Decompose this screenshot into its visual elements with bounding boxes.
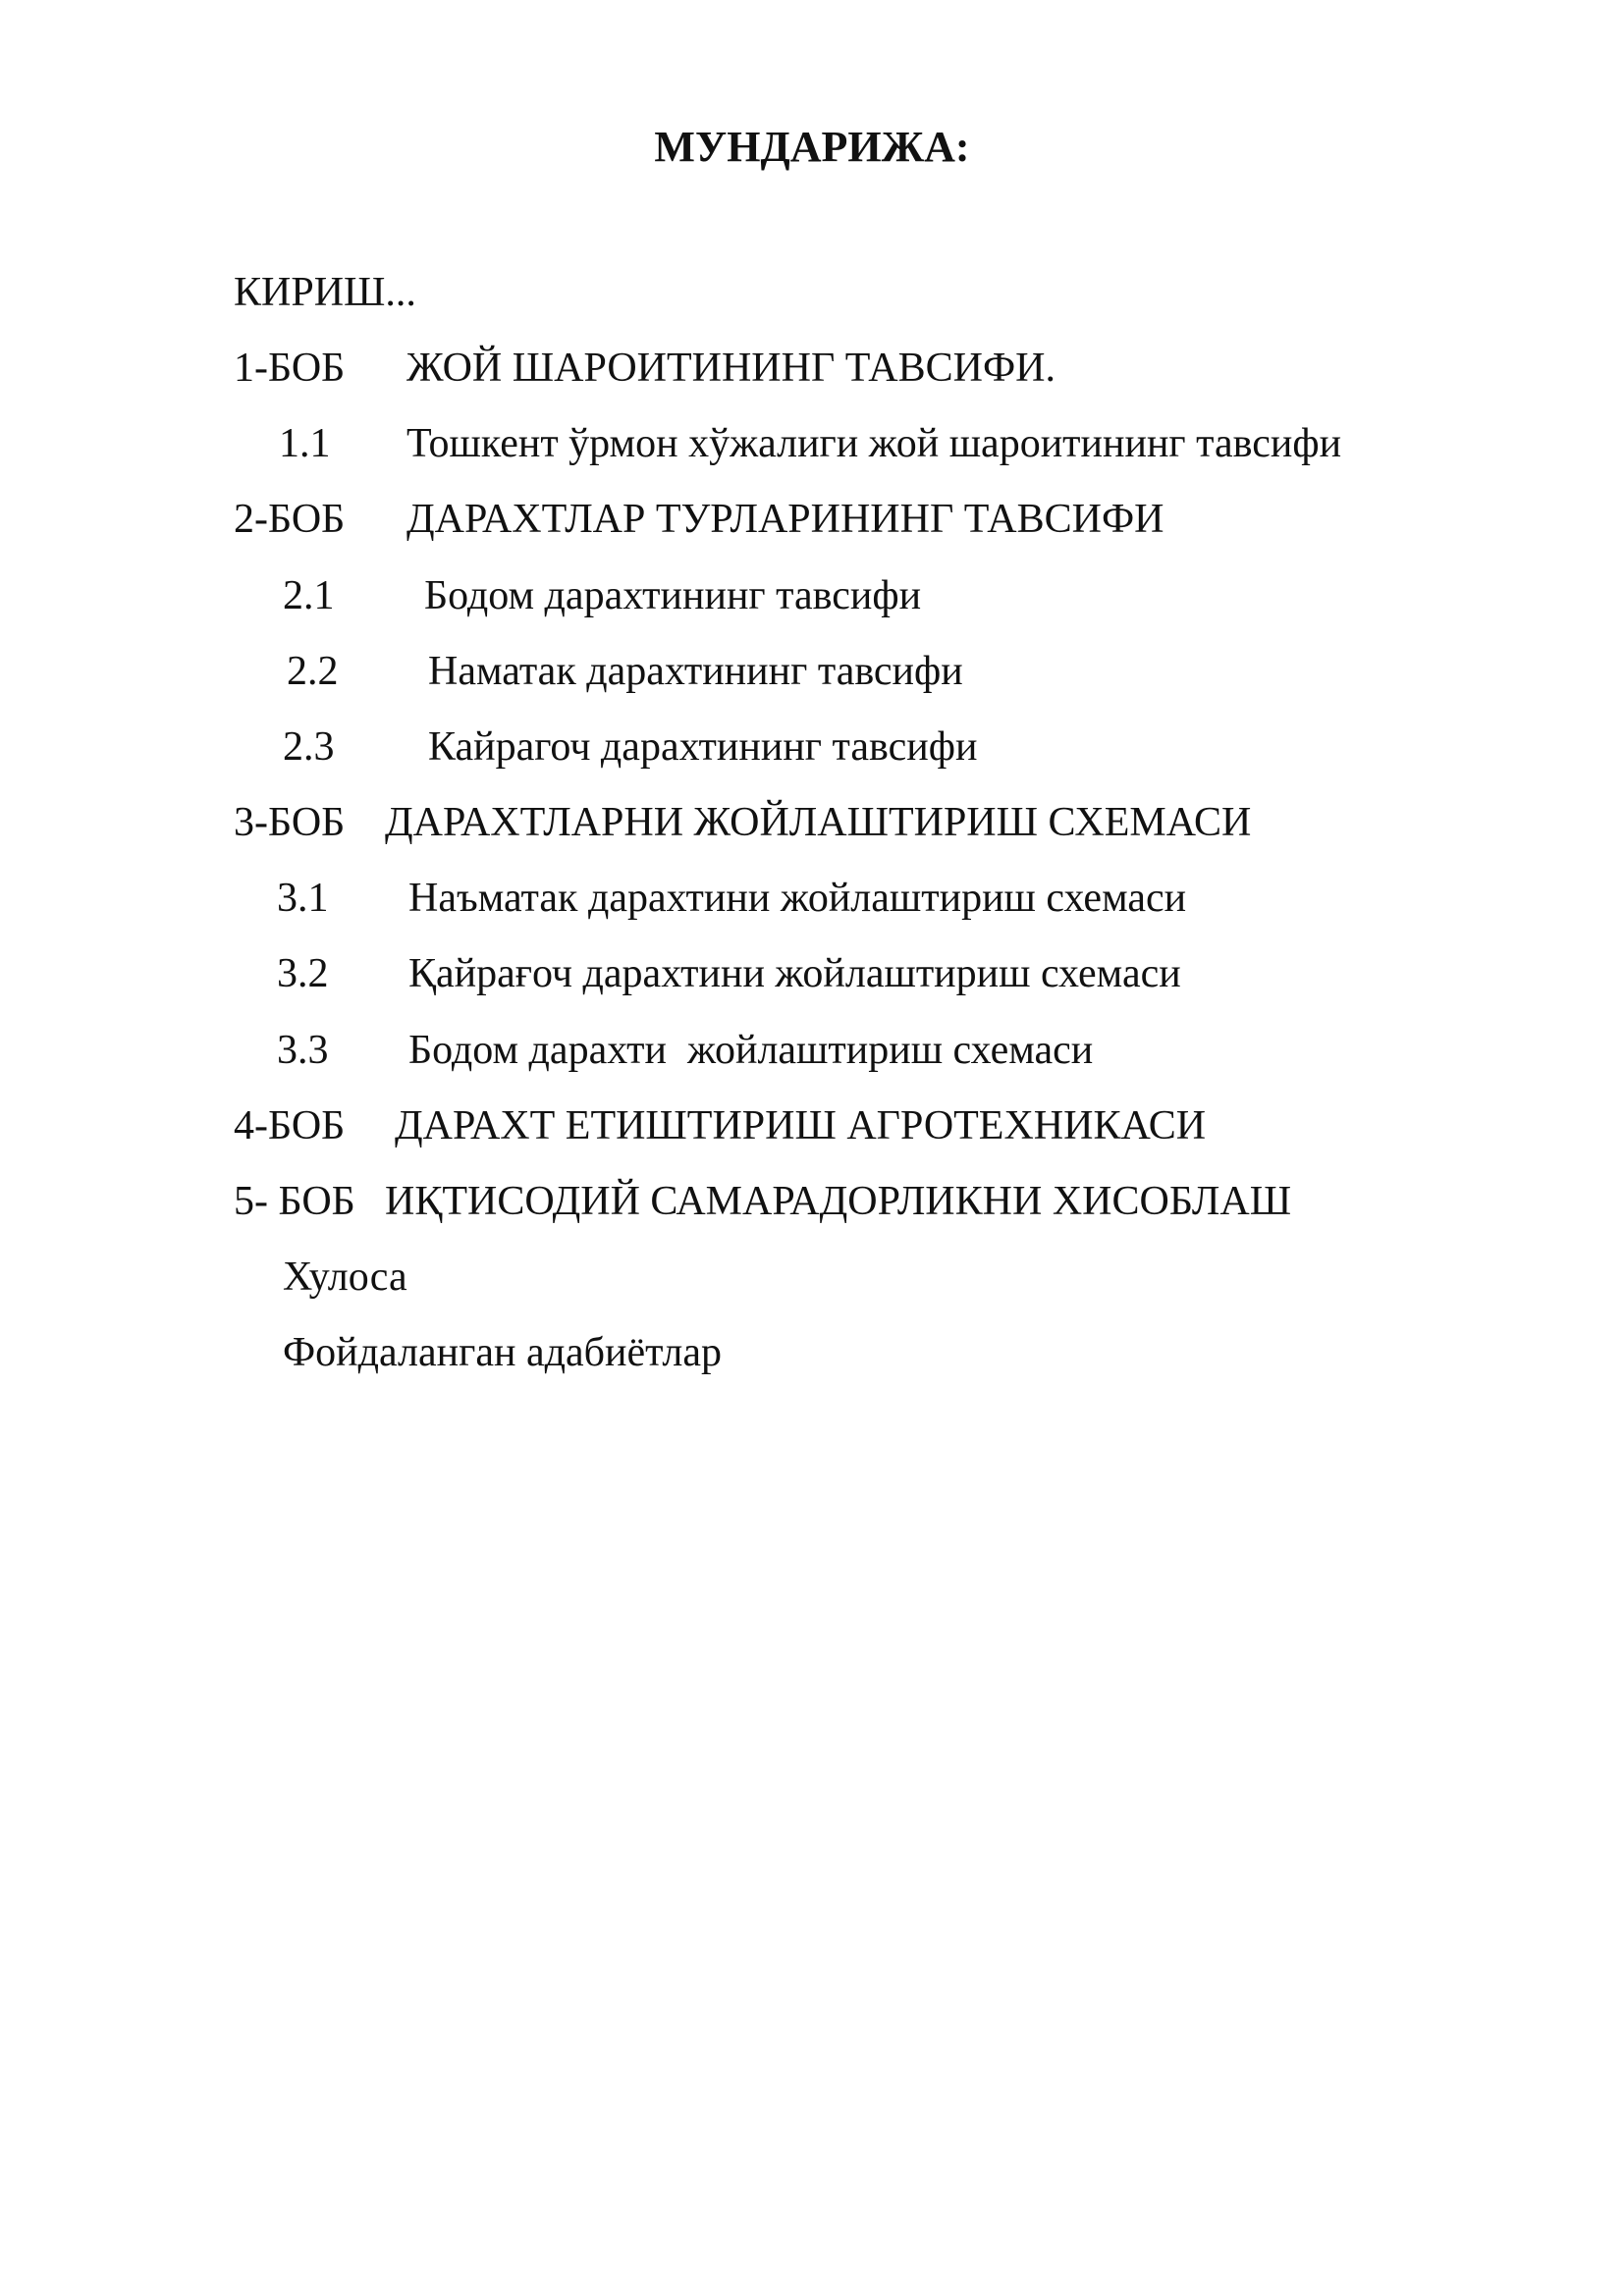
toc-entry-text: ИҚТИСОДИЙ САМАРАДОРЛИКНИ ХИСОБЛАШ [385,1179,1292,1224]
toc-entry-number: 5- БОБ [234,1179,355,1224]
toc-entry-text: ДАРАХТЛАРНИ ЖОЙЛАШТИРИШ СХЕМАСИ [385,800,1252,845]
toc-entry-number: 1-БОБ [234,346,346,391]
toc-entry-text: Қайрағоч дарахтини жойлаштириш схемаси [408,951,1181,996]
toc-entry-number: 2-БОБ [234,497,346,542]
toc-entry-text: Наъматак дарахтини жойлаштириш схемаси [408,876,1187,921]
toc-entry-text: Кайрагоч дарахтининг тавсифи [428,724,978,770]
toc-entry-number: 3.1 [277,876,329,921]
toc-entry-number: 3.3 [277,1028,329,1073]
toc-entry-text: ЖОЙ ШАРОИТИНИНГ ТАВСИФИ. [406,346,1056,391]
toc-entry-text: КИРИШ... [234,270,416,315]
toc-entry-text: Фойдаланган адабиётлар [283,1330,723,1375]
toc-entry-number: 1.1 [279,421,331,466]
toc-entry-text: ДАРАХТЛАР ТУРЛАРИНИНГ ТАВСИФИ [406,497,1164,542]
toc-entry-number: 2.3 [283,724,335,770]
toc-entry-number: 3.2 [277,951,329,996]
toc-entry-number: 2.1 [283,573,335,618]
toc-entry-text: Бодом дарахти жойлаштириш схемаси [408,1028,1094,1073]
toc-entry-text: Наматак дарахтининг тавсифи [428,649,963,694]
toc-entry-number: 2.2 [287,649,339,694]
toc-entry-text: Бодом дарахтининг тавсифи [424,573,922,618]
toc-entry-number: 4-БОБ [234,1103,346,1148]
toc-entry-text: ДАРАХТ ЕТИШТИРИШ АГРОТЕХНИКАСИ [395,1103,1207,1148]
toc-entry-text: Хулоса [283,1255,407,1300]
page-title: МУНДАРИЖА: [654,123,970,171]
toc-entry-number: 3-БОБ [234,800,346,845]
toc-entry-text: Тошкент ўрмон хўжалиги жой шароитининг тавсифи [406,421,1342,466]
